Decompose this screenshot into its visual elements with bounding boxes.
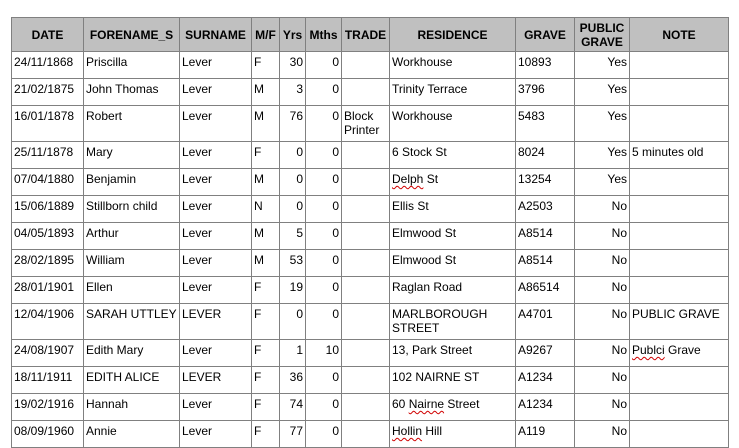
table-row	[12, 52, 729, 79]
header-forename: FORENAME_S	[84, 18, 180, 52]
cell-months: 0	[306, 169, 342, 196]
cell-years: 0	[280, 196, 306, 223]
cell-grave: A1234	[516, 367, 575, 394]
cell-surname: Lever	[180, 277, 252, 304]
cell-trade	[342, 142, 390, 169]
cell-date: 18/11/1911	[12, 367, 84, 394]
cell-public-grave: No	[575, 340, 630, 367]
cell-gender: M	[252, 79, 280, 106]
cell-gender: F	[252, 340, 280, 367]
cell-trade	[342, 52, 390, 79]
cell-public-grave: Yes	[575, 106, 630, 142]
cell-note	[630, 169, 729, 196]
cell-public-grave: Yes	[575, 52, 630, 79]
cell-surname: LEVER	[180, 367, 252, 394]
cell-date: 19/02/1916	[12, 394, 84, 421]
table-row	[12, 304, 729, 340]
cell-grave: A1234	[516, 394, 575, 421]
cell-grave: 3796	[516, 79, 575, 106]
cell-residence: 13, Park Street	[390, 340, 516, 367]
table-row	[12, 367, 729, 394]
cell-trade	[342, 394, 390, 421]
cell-public-grave: No	[575, 196, 630, 223]
cell-trade: Block Printer	[342, 106, 390, 142]
cell-residence: Trinity Terrace	[390, 79, 516, 106]
cell-surname: Lever	[180, 196, 252, 223]
cell-public-grave: No	[575, 367, 630, 394]
cell-gender: N	[252, 196, 280, 223]
cell-surname: Lever	[180, 250, 252, 277]
cell-months: 0	[306, 421, 342, 448]
cell-residence: 60 Nairne Street	[390, 394, 516, 421]
table-row	[12, 421, 729, 448]
cell-months: 0	[306, 52, 342, 79]
cell-note	[630, 277, 729, 304]
cell-residence: Raglan Road	[390, 277, 516, 304]
cell-forename: Hannah	[84, 394, 180, 421]
header-surname: SURNAME	[180, 18, 252, 52]
cell-surname: Lever	[180, 79, 252, 106]
cell-date: 28/01/1901	[12, 277, 84, 304]
cell-note	[630, 196, 729, 223]
cell-residence: 102 NAIRNE ST	[390, 367, 516, 394]
cell-note	[630, 106, 729, 142]
cell-residence: Workhouse	[390, 52, 516, 79]
cell-years: 0	[280, 142, 306, 169]
cell-forename: Stillborn child	[84, 196, 180, 223]
cell-date: 24/11/1868	[12, 52, 84, 79]
cell-months: 10	[306, 340, 342, 367]
cell-forename: Annie	[84, 421, 180, 448]
cell-note	[630, 223, 729, 250]
header-gender: M/F	[252, 18, 280, 52]
cell-forename: John Thomas	[84, 79, 180, 106]
cell-trade	[342, 223, 390, 250]
cell-grave: A8514	[516, 223, 575, 250]
cell-trade	[342, 340, 390, 367]
cell-years: 5	[280, 223, 306, 250]
cell-date: 07/04/1880	[12, 169, 84, 196]
cell-years: 77	[280, 421, 306, 448]
cell-months: 0	[306, 142, 342, 169]
cell-grave: 13254	[516, 169, 575, 196]
burial-records-table	[11, 17, 729, 448]
cell-trade	[342, 304, 390, 340]
header-note: NOTE	[630, 18, 729, 52]
cell-years: 36	[280, 367, 306, 394]
cell-trade	[342, 367, 390, 394]
cell-gender: F	[252, 52, 280, 79]
cell-note: 5 minutes old	[630, 142, 729, 169]
cell-public-grave: No	[575, 394, 630, 421]
cell-date: 04/05/1893	[12, 223, 84, 250]
cell-residence: Delph St	[390, 169, 516, 196]
cell-months: 0	[306, 223, 342, 250]
header-date: DATE	[12, 18, 84, 52]
cell-years: 3	[280, 79, 306, 106]
cell-gender: M	[252, 223, 280, 250]
table-row	[12, 277, 729, 304]
cell-grave: A119	[516, 421, 575, 448]
table-row	[12, 196, 729, 223]
cell-date: 25/11/1878	[12, 142, 84, 169]
cell-months: 0	[306, 367, 342, 394]
cell-gender: M	[252, 169, 280, 196]
cell-public-grave: No	[575, 304, 630, 340]
cell-note: PUBLIC GRAVE	[630, 304, 729, 340]
cell-note	[630, 367, 729, 394]
cell-forename: Benjamin	[84, 169, 180, 196]
cell-gender: F	[252, 142, 280, 169]
cell-trade	[342, 196, 390, 223]
cell-date: 16/01/1878	[12, 106, 84, 142]
cell-trade	[342, 277, 390, 304]
table-row	[12, 142, 729, 169]
header-years: Yrs	[280, 18, 306, 52]
cell-public-grave: No	[575, 223, 630, 250]
cell-date: 21/02/1875	[12, 79, 84, 106]
cell-years: 0	[280, 169, 306, 196]
cell-public-grave: Yes	[575, 142, 630, 169]
cell-surname: Lever	[180, 106, 252, 142]
cell-residence: Elmwood St	[390, 223, 516, 250]
cell-months: 0	[306, 277, 342, 304]
table-row	[12, 169, 729, 196]
cell-grave: A4701	[516, 304, 575, 340]
table-row	[12, 79, 729, 106]
cell-note: Publci Grave	[630, 340, 729, 367]
cell-surname: Lever	[180, 421, 252, 448]
cell-public-grave: No	[575, 277, 630, 304]
cell-months: 0	[306, 394, 342, 421]
cell-months: 0	[306, 250, 342, 277]
cell-trade	[342, 250, 390, 277]
cell-years: 1	[280, 340, 306, 367]
cell-gender: F	[252, 367, 280, 394]
cell-forename: Priscilla	[84, 52, 180, 79]
cell-forename: William	[84, 250, 180, 277]
cell-years: 76	[280, 106, 306, 142]
cell-gender: F	[252, 421, 280, 448]
cell-surname: Lever	[180, 52, 252, 79]
table-row	[12, 223, 729, 250]
cell-note	[630, 79, 729, 106]
cell-gender: F	[252, 277, 280, 304]
cell-forename: SARAH UTTLEY	[84, 304, 180, 340]
cell-surname: Lever	[180, 340, 252, 367]
cell-public-grave: No	[575, 421, 630, 448]
cell-forename: Robert	[84, 106, 180, 142]
header-months: Mths	[306, 18, 342, 52]
cell-gender: M	[252, 106, 280, 142]
table-row	[12, 394, 729, 421]
cell-grave: 8024	[516, 142, 575, 169]
cell-grave: A8514	[516, 250, 575, 277]
cell-forename: EDITH ALICE	[84, 367, 180, 394]
cell-years: 53	[280, 250, 306, 277]
cell-trade	[342, 169, 390, 196]
cell-months: 0	[306, 106, 342, 142]
cell-public-grave: Yes	[575, 169, 630, 196]
header-public-grave: PUBLIC GRAVE	[575, 18, 630, 52]
header-trade: TRADE	[342, 18, 390, 52]
cell-grave: 10893	[516, 52, 575, 79]
cell-gender: F	[252, 304, 280, 340]
cell-gender: F	[252, 394, 280, 421]
cell-date: 12/04/1906	[12, 304, 84, 340]
cell-surname: Lever	[180, 169, 252, 196]
cell-years: 74	[280, 394, 306, 421]
cell-forename: Edith Mary	[84, 340, 180, 367]
cell-note	[630, 52, 729, 79]
cell-note	[630, 421, 729, 448]
cell-residence: Ellis St	[390, 196, 516, 223]
cell-date: 24/08/1907	[12, 340, 84, 367]
cell-grave: 5483	[516, 106, 575, 142]
cell-surname: Lever	[180, 223, 252, 250]
table-row	[12, 106, 729, 142]
cell-grave: A9267	[516, 340, 575, 367]
burial-records-table-container	[11, 17, 729, 448]
cell-residence: Hollin Hill	[390, 421, 516, 448]
cell-years: 30	[280, 52, 306, 79]
cell-date: 08/09/1960	[12, 421, 84, 448]
cell-trade	[342, 421, 390, 448]
cell-surname: LEVER	[180, 304, 252, 340]
cell-date: 15/06/1889	[12, 196, 84, 223]
cell-years: 19	[280, 277, 306, 304]
header-row	[12, 18, 729, 52]
header-grave: GRAVE	[516, 18, 575, 52]
cell-residence: Workhouse	[390, 106, 516, 142]
cell-gender: M	[252, 250, 280, 277]
cell-public-grave: Yes	[575, 79, 630, 106]
table-row	[12, 340, 729, 367]
cell-years: 0	[280, 304, 306, 340]
cell-months: 0	[306, 196, 342, 223]
cell-residence: Elmwood St	[390, 250, 516, 277]
cell-grave: A86514	[516, 277, 575, 304]
header-residence: RESIDENCE	[390, 18, 516, 52]
cell-surname: Lever	[180, 394, 252, 421]
cell-note	[630, 250, 729, 277]
cell-trade	[342, 79, 390, 106]
cell-grave: A2503	[516, 196, 575, 223]
cell-months: 0	[306, 79, 342, 106]
cell-forename: Mary	[84, 142, 180, 169]
cell-forename: Ellen	[84, 277, 180, 304]
cell-surname: Lever	[180, 142, 252, 169]
cell-months: 0	[306, 304, 342, 340]
cell-residence: MARLBOROUGH STREET	[390, 304, 516, 340]
cell-forename: Arthur	[84, 223, 180, 250]
cell-residence: 6 Stock St	[390, 142, 516, 169]
cell-date: 28/02/1895	[12, 250, 84, 277]
cell-note	[630, 394, 729, 421]
cell-public-grave: No	[575, 250, 630, 277]
table-row	[12, 250, 729, 277]
